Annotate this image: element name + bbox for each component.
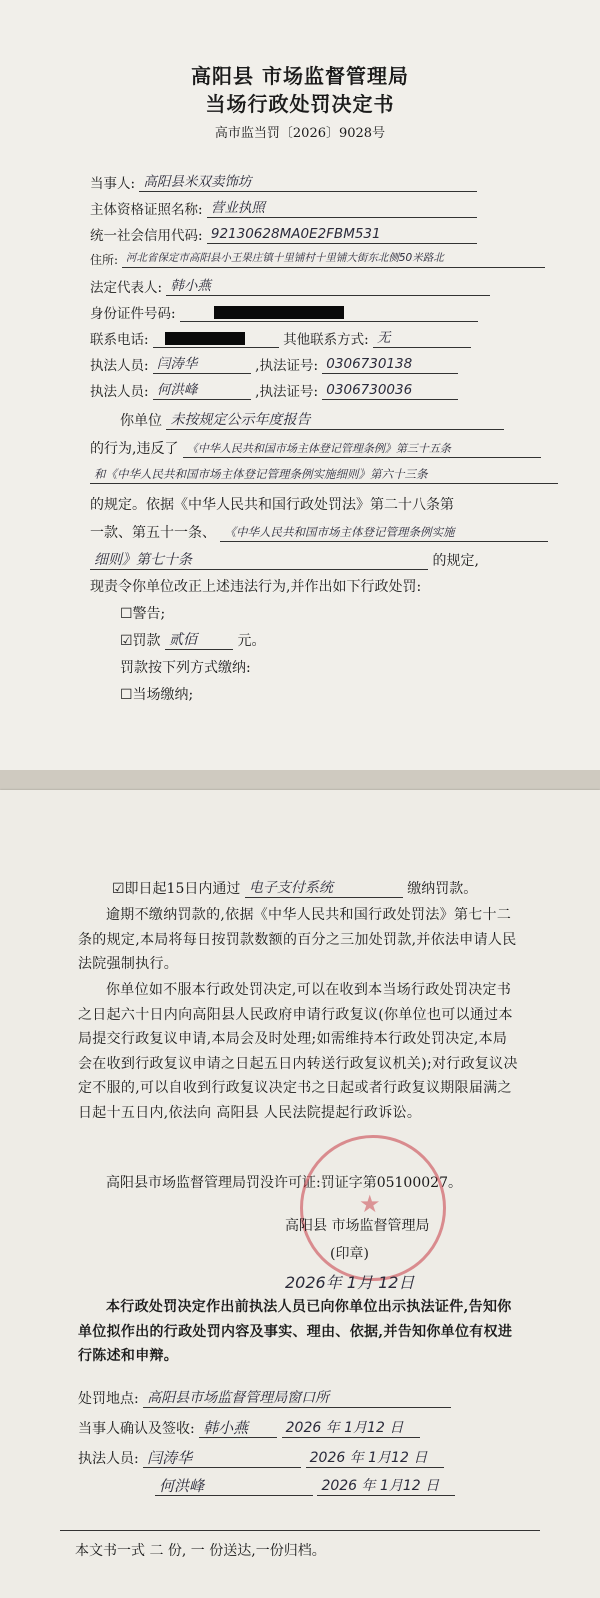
license-line: 高阳县市场监督管理局罚没许可证:罚证字第05100027。	[106, 1175, 462, 1191]
footer-note: 本文书一式 二 份, 一 份送达,一份归档。	[75, 1543, 326, 1559]
fine-option	[120, 630, 265, 650]
officer2-row	[90, 380, 458, 400]
fine-unit: 元。	[237, 633, 266, 649]
doc-title: 当场行政处罚决定书	[205, 92, 395, 116]
violated-row-2	[90, 466, 558, 484]
phone-row	[90, 328, 471, 348]
pay15-suffix: 缴纳罚款。	[407, 881, 478, 897]
phone-label: 联系电话:	[90, 332, 149, 348]
confirm-date: 2026 年 1月12 日	[282, 1420, 420, 1438]
officer-signature-1: 闫涛华	[143, 1450, 301, 1468]
credit-row	[90, 224, 477, 244]
cert2-label: ,执法证号:	[255, 384, 318, 400]
officer2-label: 执法人员:	[90, 384, 149, 400]
legal-rep-row	[90, 276, 490, 296]
basis-row	[90, 494, 454, 514]
cert1-label: ,执法证号:	[255, 358, 318, 374]
place-row	[78, 1388, 451, 1408]
cert1-value: 0306730138	[322, 356, 458, 374]
pay15-method: 电子支付系统	[245, 880, 403, 898]
violated-prefix: 的行为,违反了	[90, 441, 179, 457]
place-value: 高阳县市场监督管理局窗口所	[143, 1390, 451, 1408]
credit-label: 统一社会信用代码:	[90, 228, 203, 244]
license-value: 营业执照	[207, 200, 477, 218]
basis-row-2	[90, 522, 548, 542]
other-contact-value: 无	[373, 330, 471, 348]
legal-rep-label: 法定代表人:	[90, 280, 163, 296]
address-value: 河北省保定市高阳县小王果庄镇十里铺村十里铺大街东北侧50米路北	[122, 250, 545, 268]
basis-text: 的规定。依据《中华人民共和国行政处罚法》第二十八条第	[90, 497, 454, 513]
id-value-redacted	[180, 304, 478, 322]
order-row: 现责令你单位改正上述违法行为,并作出如下行政处罚:	[90, 579, 422, 595]
notice-paragraph: 本行政处罚决定作出前执法人员已向你单位出示执法证件,告知你单位拟作出的行政处罚内容及事实、理由、依据,并告知你单位有权进行陈述和申辩。	[78, 1299, 513, 1364]
officer-signature-2: 何洪峰	[155, 1478, 313, 1496]
fine-amount: 贰佰	[165, 632, 233, 650]
fine-label: ☑罚款	[120, 633, 161, 649]
redaction-bar	[165, 332, 245, 345]
phone-value-redacted	[153, 330, 279, 348]
sign-org: 高阳县 市场监督管理局	[285, 1218, 430, 1234]
other-contact-label: 其他联系方式:	[283, 332, 369, 348]
confirm-row	[78, 1418, 420, 1438]
address-row	[90, 250, 545, 268]
officer-sign-row-2	[155, 1478, 455, 1496]
address-label: 住所:	[90, 253, 119, 267]
pay15-row	[112, 878, 477, 898]
org-title: 高阳县 市场监督管理局	[191, 64, 409, 88]
violated-law-2: 和《中华人民共和国市场主体登记管理条例实施细则》第六十三条	[90, 466, 558, 484]
violation-row	[120, 410, 504, 430]
confirm-signature: 韩小燕	[199, 1420, 277, 1438]
id-label: 身份证件号码:	[90, 306, 176, 322]
party-value: 高阳县米双卖饰坊	[139, 174, 477, 192]
payment-methods: 罚款按下列方式缴纳:	[120, 660, 251, 676]
page-gap	[0, 770, 600, 790]
basis-end: 的规定,	[432, 553, 479, 569]
doc-number: 高市监当罚〔2026〕9028号	[214, 126, 386, 141]
basis-law-1: 《中华人民共和国市场主体登记管理条例实施	[220, 524, 548, 542]
appeal-paragraph: 你单位如不服本行政处罚决定,可以在收到本当场行政处罚决定书之日起六十日内向高阳县人民政府申请行政复议(你单位也可以通过本局提交行政复议申请,本局会及时处理;如需维持本行政处罚决定,本局会在收到行政复议申请之日起五日内转送行政复议机关);对行政复议决定不服的,可以自收到行政复议决定书之日起或者行政复议期限届满之日起十五日内,依法向 高阳县 人民法院提起行政诉讼。	[78, 982, 518, 1121]
onsite-pay-option: ☐当场缴纳;	[120, 687, 194, 703]
credit-value: 92130628MA0E2FBM531	[207, 226, 477, 244]
party-label: 当事人:	[90, 176, 136, 192]
basis-text-2: 一款、第五十一条、	[90, 525, 216, 541]
confirm-label: 当事人确认及签收:	[78, 1421, 195, 1437]
official-seal	[300, 1135, 446, 1281]
cert2-value: 0306730036	[322, 382, 458, 400]
party-row	[90, 172, 477, 192]
sign-date: 2026年 1月 12日	[285, 1273, 415, 1292]
officer-date-2: 2026 年 1月12 日	[317, 1478, 455, 1496]
violation-prefix: 你单位	[120, 413, 162, 429]
officer1-row	[90, 354, 458, 374]
basis-row-3	[90, 550, 479, 570]
id-row	[90, 302, 478, 322]
violated-row	[90, 438, 541, 458]
footer-divider	[60, 1530, 540, 1531]
late-payment-paragraph: 逾期不缴纳罚款的,依据《中华人民共和国行政处罚法》第七十二条的规定,本局将每日按罚款数额的百分之三加处罚款,并依法申请人民法院强制执行。	[78, 907, 517, 972]
basis-law-2: 细则》第七十条	[90, 552, 428, 570]
officer-sign-row	[78, 1448, 444, 1468]
redaction-bar	[214, 306, 344, 319]
seal-star-icon: ★	[359, 1190, 381, 1218]
officer1-label: 执法人员:	[90, 358, 149, 374]
pay15-prefix: ☑即日起15日内通过	[112, 881, 241, 897]
violation-value: 未按规定公示年度报告	[166, 412, 504, 430]
officer-sign-label: 执法人员:	[78, 1451, 139, 1467]
place-label: 处罚地点:	[78, 1391, 139, 1407]
license-label: 主体资格证照名称:	[90, 202, 203, 218]
legal-rep-value: 韩小燕	[166, 278, 490, 296]
officer2-value: 何洪峰	[153, 382, 251, 400]
officer1-value: 闫涛华	[153, 356, 251, 374]
seal-label: (印章)	[330, 1246, 369, 1262]
license-row	[90, 198, 477, 218]
warning-option: ☐警告;	[120, 606, 166, 622]
violated-law-1: 《中华人民共和国市场主体登记管理条例》第三十五条	[183, 440, 541, 458]
officer-date-1: 2026 年 1月12 日	[306, 1450, 444, 1468]
